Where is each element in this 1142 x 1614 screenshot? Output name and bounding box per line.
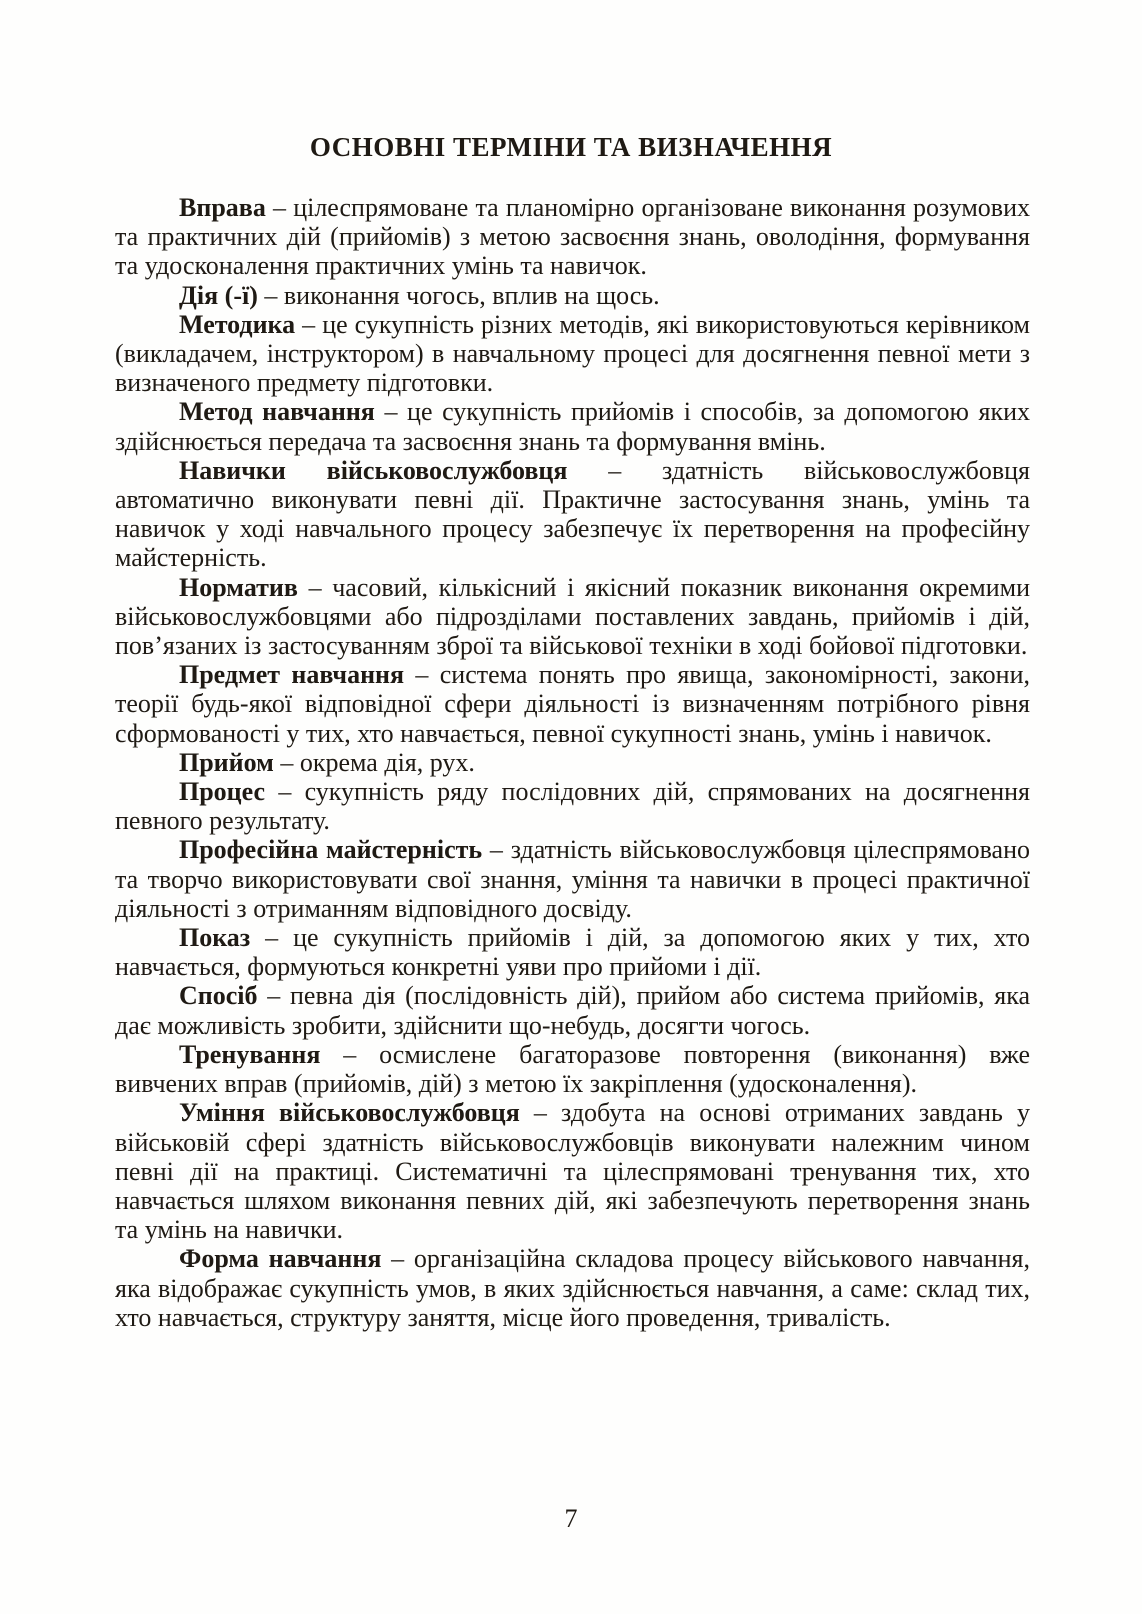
glossary-entry	[115, 748, 1030, 777]
glossary-entry	[115, 1098, 1030, 1244]
term-label: Процес	[179, 777, 266, 807]
page-number: 7	[564, 1504, 578, 1533]
term-definition: – осмислене багаторазове повторення (виконання) вже вивчених вправ (прийомів, дій) з метою їх закріплення (удосконалення).	[115, 1039, 1030, 1099]
term-definition: – певна дія (послідовність дій), прийом або система прийомів, яка дає можливість зробити, здійснити що-небудь, досягти чогось.	[115, 981, 1031, 1040]
term-definition: – це сукупність різних методів, які використовуються керівником (викладачем, інструктором) в навчальному процесі для досягнення певної мети з визначеного предмету підготовки.	[115, 309, 1031, 398]
term-definition: – організаційна складова процесу військового навчання, яка відображає сукупність умов, в яких здійснюється навчання, а саме: склад тих, хто навчається, структуру заняття, місце його проведення, тривалість.	[115, 1244, 1031, 1332]
term-definition: – окрема дія, рух.	[280, 747, 475, 777]
term-definition: – здатність військовослужбовця автоматично виконувати певні дії. Практичне застосування знань, умінь та навичок у ході навчального процесу забезпечує їх перетворення на професійну майстерність.	[115, 455, 1031, 573]
glossary-entry	[115, 835, 1030, 923]
term-label: Форма навчання	[179, 1244, 382, 1274]
glossary-entry	[115, 573, 1030, 661]
term-label: Спосіб	[179, 981, 258, 1011]
term-label: Методика	[179, 309, 296, 339]
glossary-entry	[115, 397, 1030, 455]
term-definition: – це сукупність прийомів і дій, за допомогою яких у тих, хто навчається, формуються конкретні уяви про прийоми і дії.	[115, 923, 1031, 982]
glossary-content	[115, 193, 1030, 1332]
term-definition: – система понять про явища, закономірності, закони, теорії будь-якої відповідної сфери діяльності із визначенням потрібного рівня сформованості у тих, хто навчається, певної сукупності знань, умінь і навичок.	[115, 660, 1031, 748]
term-definition: – здобута на основі отриманих завдань у військовій сфері здатність військовослужбовців виконувати належним чином певні дії на практиці. Систематичні та цілеспрямовані тренування тих, хто навчається шляхом виконання певних дій, які забезпечують перетворення знань та умінь на навички.	[115, 1098, 1030, 1245]
term-label: Прийом	[179, 747, 274, 777]
term-definition: – виконання чогось, вплив на щось.	[264, 280, 660, 310]
term-definition: – цілеспрямоване та планомірно організоване виконання розумових та практичних дій (прийомів) з метою засвоєння знань, оволодіння, формування та удосконалення практичних умінь та навичок.	[115, 193, 1030, 281]
term-label: Норматив	[179, 572, 298, 602]
term-label: Дія (-ї)	[179, 280, 258, 310]
term-definition: – це сукупність прийомів і способів, за допомогою яких здійснюється передача та засвоєння знань та формування вмінь.	[115, 397, 1030, 456]
term-label: Навички військовослужбовця	[179, 455, 568, 485]
term-label: Професійна майстерність	[179, 835, 483, 865]
term-label: Вправа	[179, 193, 266, 222]
glossary-entry	[115, 193, 1030, 281]
glossary-entry	[115, 281, 1030, 310]
glossary-entry	[115, 981, 1030, 1039]
glossary-entry	[115, 1244, 1030, 1332]
page-title: ОСНОВНІ ТЕРМІНИ ТА ВИЗНАЧЕННЯ	[309, 132, 833, 162]
term-definition: – часовий, кількісний і якісний показник виконання окремими військовослужбовцями або підрозділами поставлених завдань, прийомів і дій, пов’язаних із застосуванням зброї та військової техніки в ході бойової підготовки.	[115, 572, 1031, 661]
glossary-entry	[115, 310, 1030, 398]
glossary-entry	[115, 923, 1030, 981]
glossary-entry	[115, 660, 1030, 748]
term-label: Тренування	[179, 1039, 321, 1069]
term-label: Уміння військовослужбовця	[179, 1098, 520, 1128]
term-definition: – здатність військовослужбовця цілеспрямовано та творчо використовувати свої знання, уміння та навички в процесі практичної діяльності з отриманням відповідного досвіду.	[115, 835, 1030, 923]
glossary-entry	[115, 1040, 1030, 1098]
term-label: Показ	[179, 923, 251, 953]
glossary-entry	[115, 456, 1030, 573]
term-label: Метод навчання	[179, 397, 375, 427]
term-definition: – сукупність ряду послідовних дій, спрямованих на досягнення певного результату.	[115, 777, 1030, 836]
term-label: Предмет навчання	[179, 660, 405, 690]
glossary-entry	[115, 777, 1030, 835]
